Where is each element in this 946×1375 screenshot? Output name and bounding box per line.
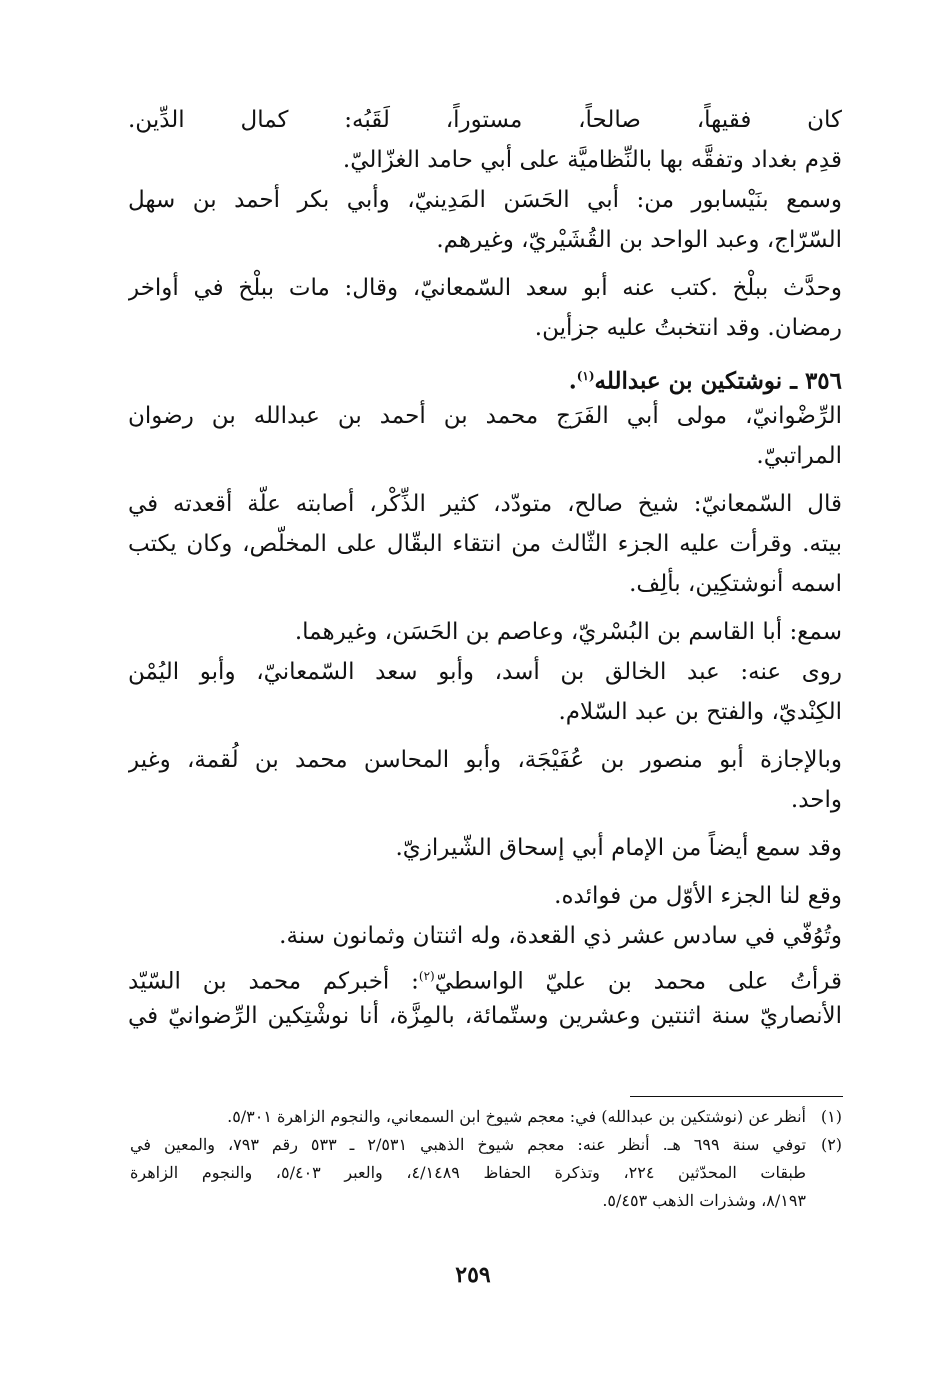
entry-355-line-5: وحدَّث ببلْخ .كتب عنه أبو سعد السّمعانيّ، وقال: مات ببلْخ في أواخر [128,275,842,301]
footnote-1-number: (١) [820,1107,842,1126]
footnote-separator [630,1096,843,1097]
footnote-2-number: (٢) [820,1135,842,1154]
footnotes [130,1103,842,1215]
entry-356-line-8: الكِنْديّ، والفتح بن عبد السّلام. [558,699,842,725]
footnote-2-line-3: ٨/١٩٣، وشذرات الذهب ٥/٤٥٣. [602,1191,806,1210]
entry-356-last-line: الأنصاريّ سنة اثنتين وعشرين وستّمائة، بالمِزَّة، أنا نوشْتِكين الرِّضوانيّ في [128,1003,842,1029]
entry-356-line-3: قال السّمعانيّ: شيخ صالح، متودّد، كثير الذِّكْر، أصابته علّة أقعدته في [128,491,842,517]
entry-356-line-6: سمع: أبا القاسم بن البُسْريّ، وعاصم بن الحَسَن، وغيرهما. [294,619,842,645]
reading-start: قرأتُ على محمد بن عليّ الواسطيّ [434,968,842,995]
page-number: ٢٥٩ [455,1262,491,1288]
footnote-2-line-2: طبقات المحدّثين ٢٢٤، وتذكرة الحفاظ ٤/١٤٨٩، والعبر ٥/٤٠٣، والنجوم الزاهرة [130,1163,806,1182]
entry-356-line-10: واحد. [790,787,842,813]
reading-end: : أخبركم محمد بن السّيّد [128,968,419,995]
entry-356-line-5: اسمه أنوشتكِين، بألِف. [629,571,842,597]
entry-356-line-13: وتُوُفّي في سادس عشر ذي القعدة، وله اثنتان وثمانون سنة. [279,923,842,949]
entry-356-line-11: وقد سمع أيضاً من الإمام أبي إسحاق الشّيرازيّ. [395,835,842,861]
footnote-ref-2: (٢) [418,969,435,983]
entry-356-title-end: . [568,367,577,395]
entry-355-line-2: قدِم بغداد وتفقَّه بها بالنِّظاميَّة على أبي حامد الغزّاليّ. [342,147,842,173]
main-text [128,100,842,1036]
footnote-ref-1: (١) [576,369,595,383]
entry-356-title-text: ٣٥٦ ـ نوشتكين بن عبدالله [594,367,842,395]
footnote-1 [130,1103,842,1131]
entry-355-line-4: السّرّاج، وعبد الواحد بن القُشَيْريّ، وغيرهم. [436,227,842,253]
footnote-1-line-1: أنظر عن (نوشتكين بن عبدالله) في: معجم شيوخ ابن السمعاني، والنجوم الزاهرة ٥/٣٠١. [227,1107,806,1126]
entry-356-line-2: المراتبيّ. [756,443,842,469]
entry-356-line-12: وقع لنا الجزء الأوّل من فوائده. [554,883,842,909]
entry-356-line-1: الرِّضْوانيّ، مولى أبي الفَرَج محمد بن أحمد بن عبدالله بن رضوان [128,403,842,429]
entry-356-title [128,356,842,396]
footnote-2-line-1: توفي سنة ٦٩٩ هـ. أنظر عنه: معجم شيوخ الذهبي ٢/٥٣١ ـ ٥٣٣ رقم ٧٩٣، والمعين في [130,1135,807,1154]
entry-356-line-7: روى عنه: عبد الخالق بن أسد، وأبو سعد السّمعانيّ، وأبو اليُمْن [128,659,842,685]
entry-355-line-3: وسمع بنَيْسابور من: أبي الحَسَن المَدِينيّ، وأبي بكر أحمد بن سهل [128,187,842,213]
footnote-2 [130,1131,842,1159]
entry-356-line-4: بيته. وقرأت عليه الجزء الثّالث من انتقاء البقّال على المخلّص، وكان يكتب [128,531,842,557]
entry-356-line-9: وبالإجازة أبو منصور بن عُفَيْجَة، وأبو المحاسن محمد بن لُقمة، وغير [128,747,842,773]
entry-355-line-6: رمضان. وقد انتخبتُ عليه جزأين. [534,315,842,341]
entry-355-line-1: كان فقيهاً، صالحاً، مستوراً، لَقَبُه: كمال الدِّين. [128,107,842,133]
entry-356-reading-line [128,956,842,996]
